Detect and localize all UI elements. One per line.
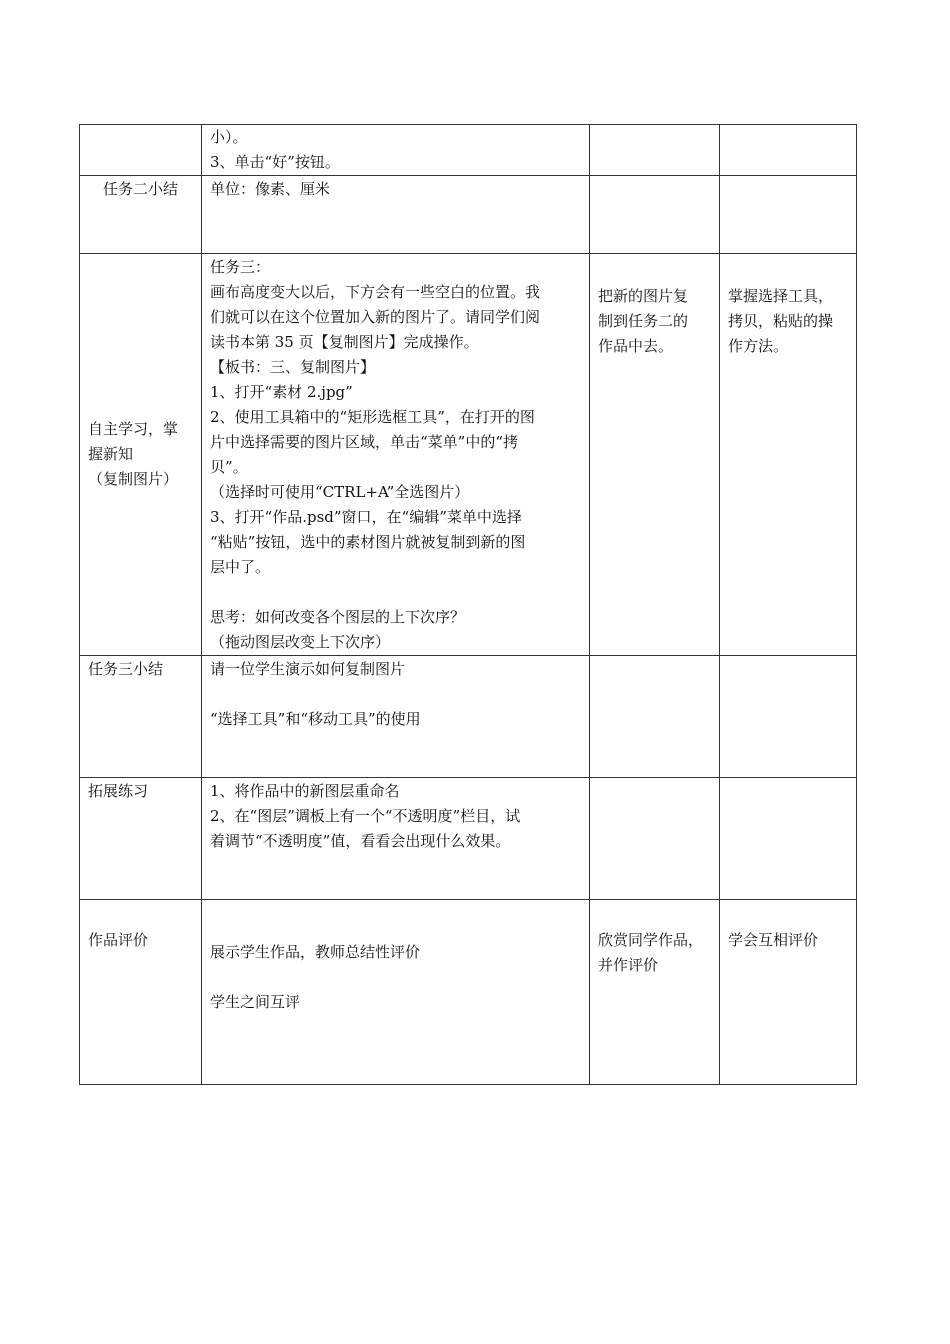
stage-label: 拓展练习 [88, 782, 149, 800]
design-intent-cell [720, 656, 857, 778]
student-activity-cell [590, 900, 720, 1085]
content-line: 单位：像素、厘米 [210, 180, 331, 198]
content-line: 2、使用工具箱中的“矩形选框工具”，在打开的图 [210, 408, 535, 426]
student-activity-cell [590, 254, 720, 656]
activity-line: 并作评价 [598, 956, 659, 974]
content-line: 3、单击“好”按钮。 [210, 153, 340, 171]
lesson-plan-page [79, 124, 857, 1085]
content-cell [202, 176, 590, 254]
blank-line [210, 682, 581, 707]
activity-line: 作品中去。 [598, 337, 674, 355]
content-line: 着调节“不透明度”值，看看会出现什么效果。 [210, 832, 511, 850]
blank-line [210, 965, 581, 990]
content-line: 片中选择需要的图片区域，单击“菜单”中的“拷 [210, 433, 519, 451]
content-cell [202, 656, 590, 778]
content-line: 3、打开“作品.psd”窗口，在“编辑”菜单中选择 [210, 508, 522, 526]
content-cell [202, 125, 590, 176]
design-intent-cell [720, 900, 857, 1085]
content-line: （选择时可使用“CTRL+A”全选图片） [210, 483, 470, 501]
content-line: 展示学生作品，教师总结性评价 [210, 943, 421, 961]
stage-cell [80, 778, 202, 900]
student-activity-cell [590, 125, 720, 176]
stage-cell [80, 900, 202, 1085]
lesson-plan-table [79, 124, 857, 1085]
stage-label: 任务三小结 [88, 660, 164, 678]
table-row-task2-summary [80, 176, 857, 254]
content-line: 【板书：三、复制图片】 [210, 358, 376, 376]
stage-label: 任务二小结 [102, 180, 178, 198]
stage-cell [80, 254, 202, 656]
intent-line: 学会互相评价 [728, 931, 819, 949]
stage-label: 握新知 [88, 445, 134, 463]
table-row-continuation [80, 125, 857, 176]
design-intent-cell [720, 125, 857, 176]
stage-label: 自主学习，掌 [88, 420, 179, 438]
content-line: （拖动图层改变上下次序） [210, 633, 391, 651]
intent-line: 掌握选择工具， [728, 287, 834, 305]
stage-cell [80, 125, 202, 176]
content-line: 们就可以在这个位置加入新的图片了。请同学们阅 [210, 308, 541, 326]
stage-label: （复制图片） [88, 470, 179, 488]
content-line: 贝”。 [210, 458, 248, 476]
content-line: 思考：如何改变各个图层的上下次序？ [210, 608, 466, 626]
student-activity-cell [590, 176, 720, 254]
content-cell [202, 254, 590, 656]
student-activity-cell [590, 656, 720, 778]
activity-line: 制到任务二的 [598, 312, 689, 330]
table-row-self-study [80, 254, 857, 656]
content-line: 任务三： [210, 258, 271, 276]
table-row-work-evaluation [80, 900, 857, 1085]
content-line: “粘贴”按钮，选中的素材图片就被复制到新的图 [210, 533, 526, 551]
content-line: 请一位学生演示如何复制图片 [210, 660, 406, 678]
content-line: 2、在“图层”调板上有一个“不透明度”栏目，试 [210, 807, 521, 825]
content-line: 学生之间互评 [210, 993, 301, 1011]
content-line: 层中了。 [210, 558, 271, 576]
design-intent-cell [720, 254, 857, 656]
intent-line: 作方法。 [728, 337, 789, 355]
content-line: 1、打开“素材 2.jpg” [210, 383, 353, 401]
content-line: 1、将作品中的新图层重命名 [210, 782, 400, 800]
design-intent-cell [720, 778, 857, 900]
content-line: “选择工具”和“移动工具”的使用 [210, 710, 421, 728]
content-cell [202, 900, 590, 1085]
activity-line: 欣赏同学作品， [598, 931, 704, 949]
student-activity-cell [590, 778, 720, 900]
stage-cell [80, 656, 202, 778]
content-cell [202, 778, 590, 900]
design-intent-cell [720, 176, 857, 254]
content-line: 读书本第 35 页【复制图片】完成操作。 [210, 333, 479, 351]
activity-line: 把新的图片复 [598, 287, 689, 305]
table-row-task3-summary [80, 656, 857, 778]
content-line: 画布高度变大以后，下方会有一些空白的位置。我 [210, 283, 541, 301]
stage-cell [80, 176, 202, 254]
table-row-extension [80, 778, 857, 900]
intent-line: 拷贝，粘贴的操 [728, 312, 834, 330]
blank-line [210, 580, 581, 605]
stage-label: 作品评价 [88, 931, 149, 949]
content-line: 小）。 [210, 128, 248, 146]
